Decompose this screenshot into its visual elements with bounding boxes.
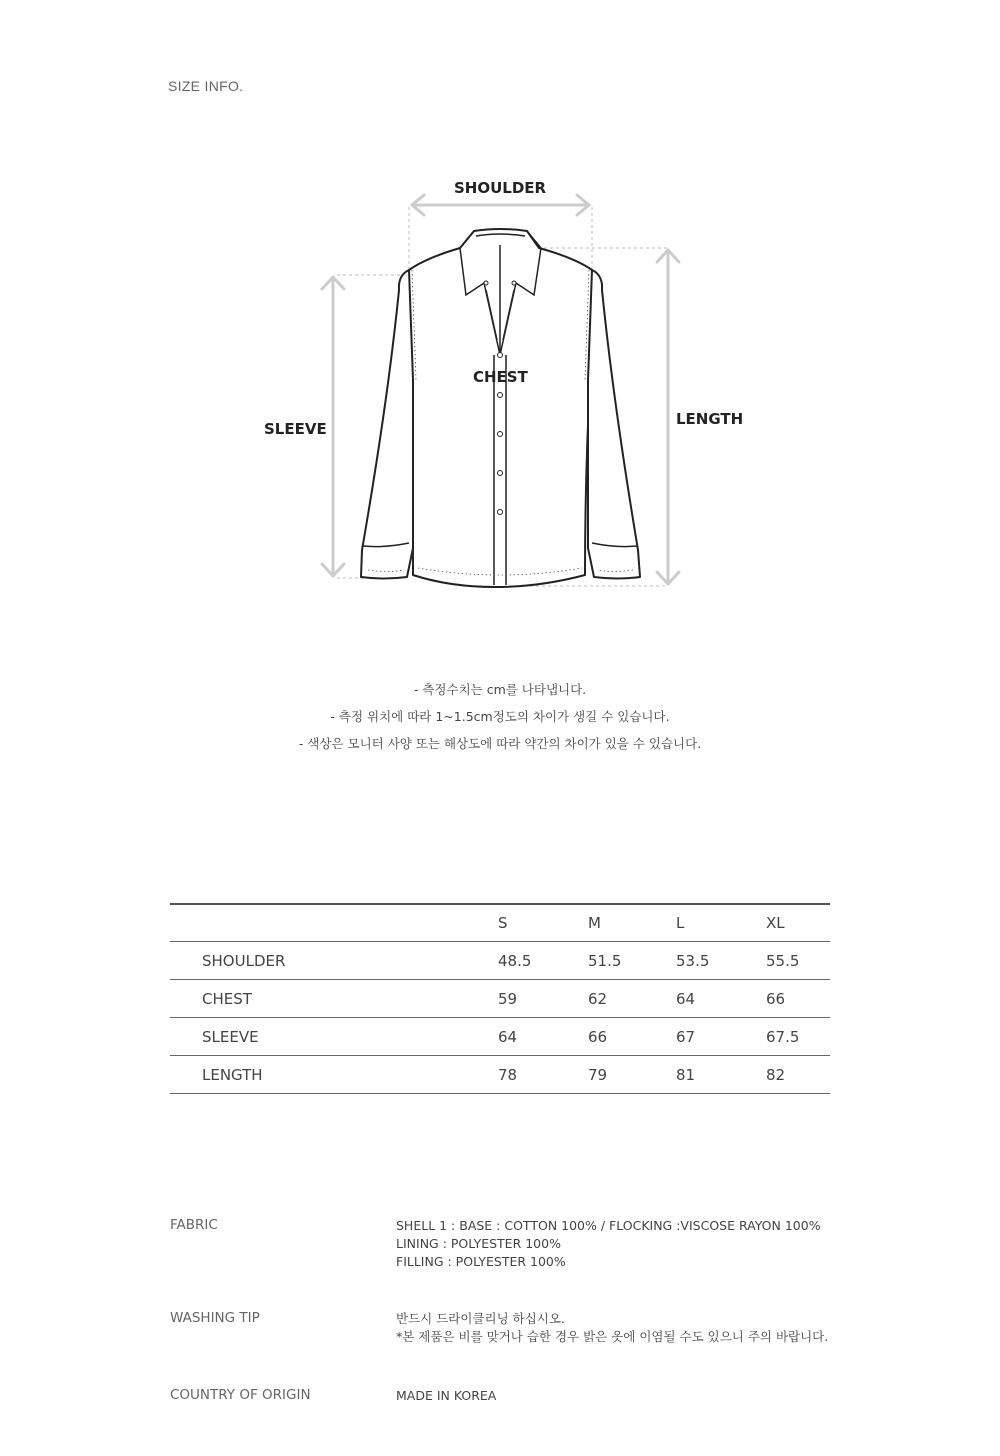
table-cell: 64 bbox=[676, 980, 766, 1018]
row-label: SLEEVE bbox=[170, 1018, 498, 1056]
table-cell: 67.5 bbox=[766, 1018, 830, 1056]
table-cell: 79 bbox=[588, 1056, 676, 1094]
table-cell: 55.5 bbox=[766, 942, 830, 980]
washing-label: WASHING TIP bbox=[170, 1310, 260, 1326]
row-label: LENGTH bbox=[170, 1056, 498, 1094]
table-cell: 53.5 bbox=[676, 942, 766, 980]
origin-line: MADE IN KOREA bbox=[396, 1388, 497, 1403]
table-cell: 66 bbox=[588, 1018, 676, 1056]
table-cell: 59 bbox=[498, 980, 588, 1018]
fabric-value bbox=[396, 1217, 996, 1271]
row-label: CHEST bbox=[170, 980, 498, 1018]
table-cell: 66 bbox=[766, 980, 830, 1018]
note-line: - 측정 위치에 따라 1~1.5cm정도의 차이가 생길 수 있습니다. bbox=[330, 709, 670, 724]
fabric-label: FABRIC bbox=[170, 1217, 218, 1233]
header-cell-s: S bbox=[498, 904, 588, 942]
origin-value bbox=[396, 1387, 996, 1405]
table-cell: 67 bbox=[676, 1018, 766, 1056]
fabric-line: LINING : POLYESTER 100% bbox=[396, 1236, 561, 1251]
origin-label: COUNTRY OF ORIGIN bbox=[170, 1387, 311, 1403]
table-cell: 51.5 bbox=[588, 942, 676, 980]
table-cell: 64 bbox=[498, 1018, 588, 1056]
washing-line: *본 제품은 비를 맞거나 습한 경우 밝은 옷에 이염될 수도 있으니 주의 바랍니다. bbox=[396, 1329, 829, 1344]
shoulder-arrow bbox=[412, 195, 589, 215]
note-line: - 색상은 모니터 사양 또는 해상도에 따라 약간의 차이가 있을 수 있습니다. bbox=[298, 736, 702, 751]
table-row bbox=[170, 942, 830, 980]
table-cell: 62 bbox=[588, 980, 676, 1018]
length-label: LENGTH bbox=[676, 410, 744, 428]
row-label: SHOULDER bbox=[170, 942, 498, 980]
sleeve-label: SLEEVE bbox=[264, 420, 327, 438]
table-row bbox=[170, 1056, 830, 1094]
section-title: SIZE INFO. bbox=[168, 78, 244, 94]
shirt-illustration bbox=[0, 0, 1000, 640]
table-row bbox=[170, 1018, 830, 1056]
shirt-size-diagram bbox=[0, 0, 1000, 640]
fabric-line: FILLING : POLYESTER 100% bbox=[396, 1254, 566, 1269]
table-cell: 82 bbox=[766, 1056, 830, 1094]
fabric-line: SHELL 1 : BASE : COTTON 100% / FLOCKING :VISCOSE RAYON 100% bbox=[396, 1218, 821, 1233]
table-cell: 81 bbox=[676, 1056, 766, 1094]
shoulder-label: SHOULDER bbox=[454, 179, 547, 197]
table-cell: 48.5 bbox=[498, 942, 588, 980]
size-table-header bbox=[170, 904, 830, 942]
table-row bbox=[170, 980, 830, 1018]
note-line: - 측정수치는 cm를 나타냅니다. bbox=[413, 682, 587, 697]
washing-line: 반드시 드라이클리닝 하십시오. bbox=[396, 1311, 565, 1326]
table-cell: 78 bbox=[498, 1056, 588, 1094]
header-cell-l: L bbox=[676, 904, 766, 942]
washing-value bbox=[396, 1310, 996, 1346]
header-cell bbox=[170, 904, 498, 942]
header-cell-xl: XL bbox=[766, 904, 830, 942]
measurement-notes bbox=[0, 680, 1000, 761]
chest-label: CHEST bbox=[473, 368, 528, 386]
header-cell-m: M bbox=[588, 904, 676, 942]
size-table bbox=[170, 903, 830, 1094]
